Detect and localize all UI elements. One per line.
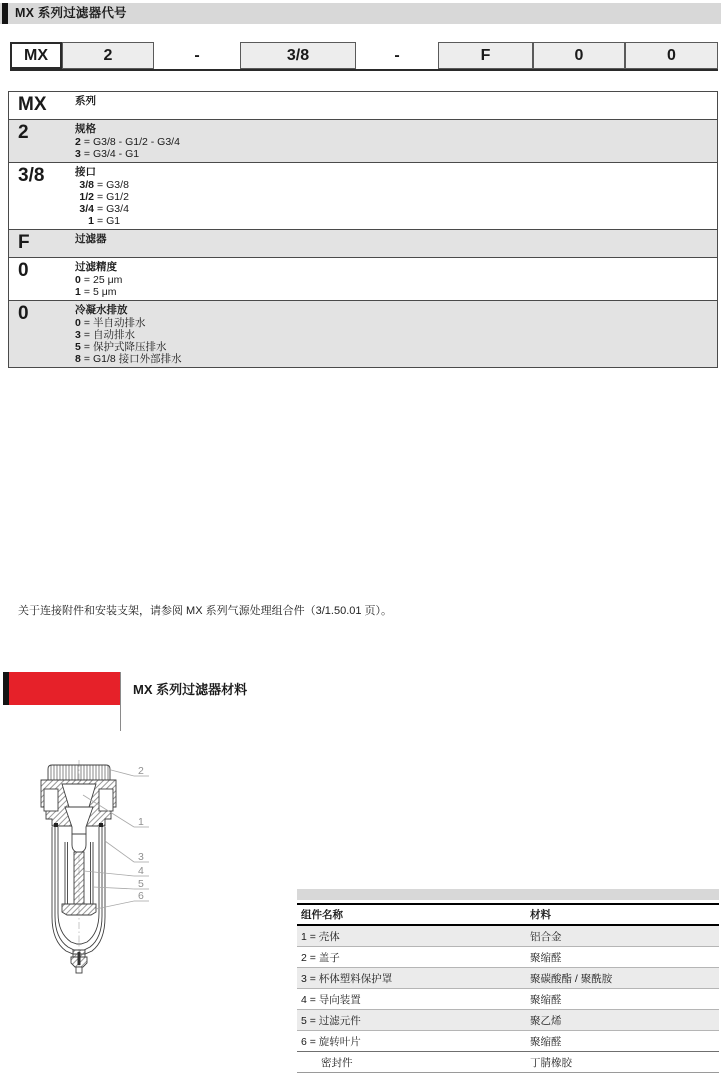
option-line: 1/2 = G1/2: [79, 191, 129, 203]
filter-element: [74, 852, 84, 904]
table-row: [9, 257, 717, 300]
order-code-segment: 2: [62, 42, 154, 69]
option-line: 0 = 半自动排水: [75, 317, 146, 329]
table-row: 5 = 过滤元件 聚乙烯: [297, 1010, 719, 1031]
option-line: 2 = G3/8 - G1/2 - G3/4: [75, 136, 180, 148]
code-cell: 0: [18, 303, 29, 324]
code-cell: 2: [18, 122, 29, 143]
order-code-segment: F: [438, 42, 533, 69]
port-right: [99, 789, 113, 811]
table-row: [9, 92, 717, 119]
table-row: 2 = 盖子 聚缩醛: [297, 947, 719, 968]
callout-label: 1: [138, 816, 144, 828]
column-header: 组件名称: [301, 909, 343, 921]
row-label: 冷凝水排放: [75, 304, 128, 316]
table-row: [9, 119, 717, 162]
section-title: MX 系列过滤器材料: [133, 682, 248, 697]
header-accent-bar: [2, 3, 8, 24]
filter-body: [41, 765, 116, 973]
throat: [72, 834, 86, 852]
callout-label: 5: [138, 878, 144, 890]
order-code-segment: 0: [625, 42, 718, 69]
code-cell: F: [18, 232, 30, 253]
reference-note: 关于连接附件和安装支架，请参阅 MX 系列气源处理组合件（3/1.50.01 页）。: [18, 605, 393, 617]
drain-stem: [78, 952, 81, 965]
row-label: 过滤精度: [75, 261, 117, 273]
table-row: [9, 300, 717, 367]
option-line: 1 = 5 μm: [75, 286, 117, 298]
table-row: 1 = 壳体 铝合金: [297, 926, 719, 947]
swirl-vane: [62, 904, 96, 915]
table-row: 4 = 导向装置 聚缩醛: [297, 989, 719, 1010]
code-cell: 0: [18, 260, 29, 281]
code-cell: MX: [18, 94, 47, 115]
option-line: 3/8 = G3/8: [79, 179, 129, 191]
table-row: 6 = 旋转叶片 聚缩醛: [297, 1031, 719, 1052]
row-label: 接口: [75, 166, 96, 178]
option-line: 3 = 自动排水: [75, 329, 135, 341]
section-divider-line: [120, 672, 121, 731]
order-code-segment: 0: [533, 42, 625, 69]
table-row: 密封件 丁腈橡胶: [297, 1052, 719, 1073]
option-line: 1 = G1: [88, 215, 121, 227]
materials-table-cap-bar: [297, 889, 719, 900]
row-label: 规格: [75, 123, 96, 135]
table-row: 3 = 杯体塑料保护罩 聚碳酸酯 / 聚酰胺: [297, 968, 719, 989]
seal-left: [54, 823, 58, 827]
option-line: 3/4 = G3/4: [79, 203, 129, 215]
option-line: 5 = 保护式降压排水: [75, 341, 167, 353]
callout-label: 3: [138, 851, 144, 863]
row-label: 系列: [75, 95, 96, 107]
code-description-table: [8, 91, 718, 368]
code-cell: 3/8: [18, 165, 45, 186]
callout-numbers: [138, 765, 144, 902]
table-row: [9, 229, 717, 257]
page-title: MX 系列过滤器代号: [15, 6, 127, 20]
order-code-segment: 3/8: [240, 42, 356, 69]
option-line: 0 = 25 μm: [75, 274, 123, 286]
cover-cap: [48, 765, 110, 780]
section-red-block: [3, 672, 120, 705]
option-line: 3 = G3/4 - G1: [75, 148, 140, 160]
callout-label: 2: [138, 765, 144, 777]
filter-cross-section-drawing: [35, 757, 165, 979]
order-code-segment: MX: [10, 42, 62, 69]
drain-outlet: [76, 967, 82, 973]
section-accent-bar: [3, 672, 9, 705]
materials-table: [297, 889, 719, 1073]
row-label: 过滤器: [75, 233, 107, 245]
order-code-separator: -: [356, 42, 438, 69]
option-line: 8 = G1/8 接口外部排水: [75, 353, 182, 365]
port-left: [44, 789, 58, 811]
callout-label: 4: [138, 865, 144, 877]
table-row: [9, 162, 717, 229]
materials-table-header: [297, 903, 719, 926]
callout-label: 6: [138, 890, 144, 902]
order-code-row: [10, 42, 718, 71]
order-code-separator: -: [154, 42, 240, 69]
seal-right: [99, 823, 103, 827]
column-header: 材料: [530, 909, 551, 921]
